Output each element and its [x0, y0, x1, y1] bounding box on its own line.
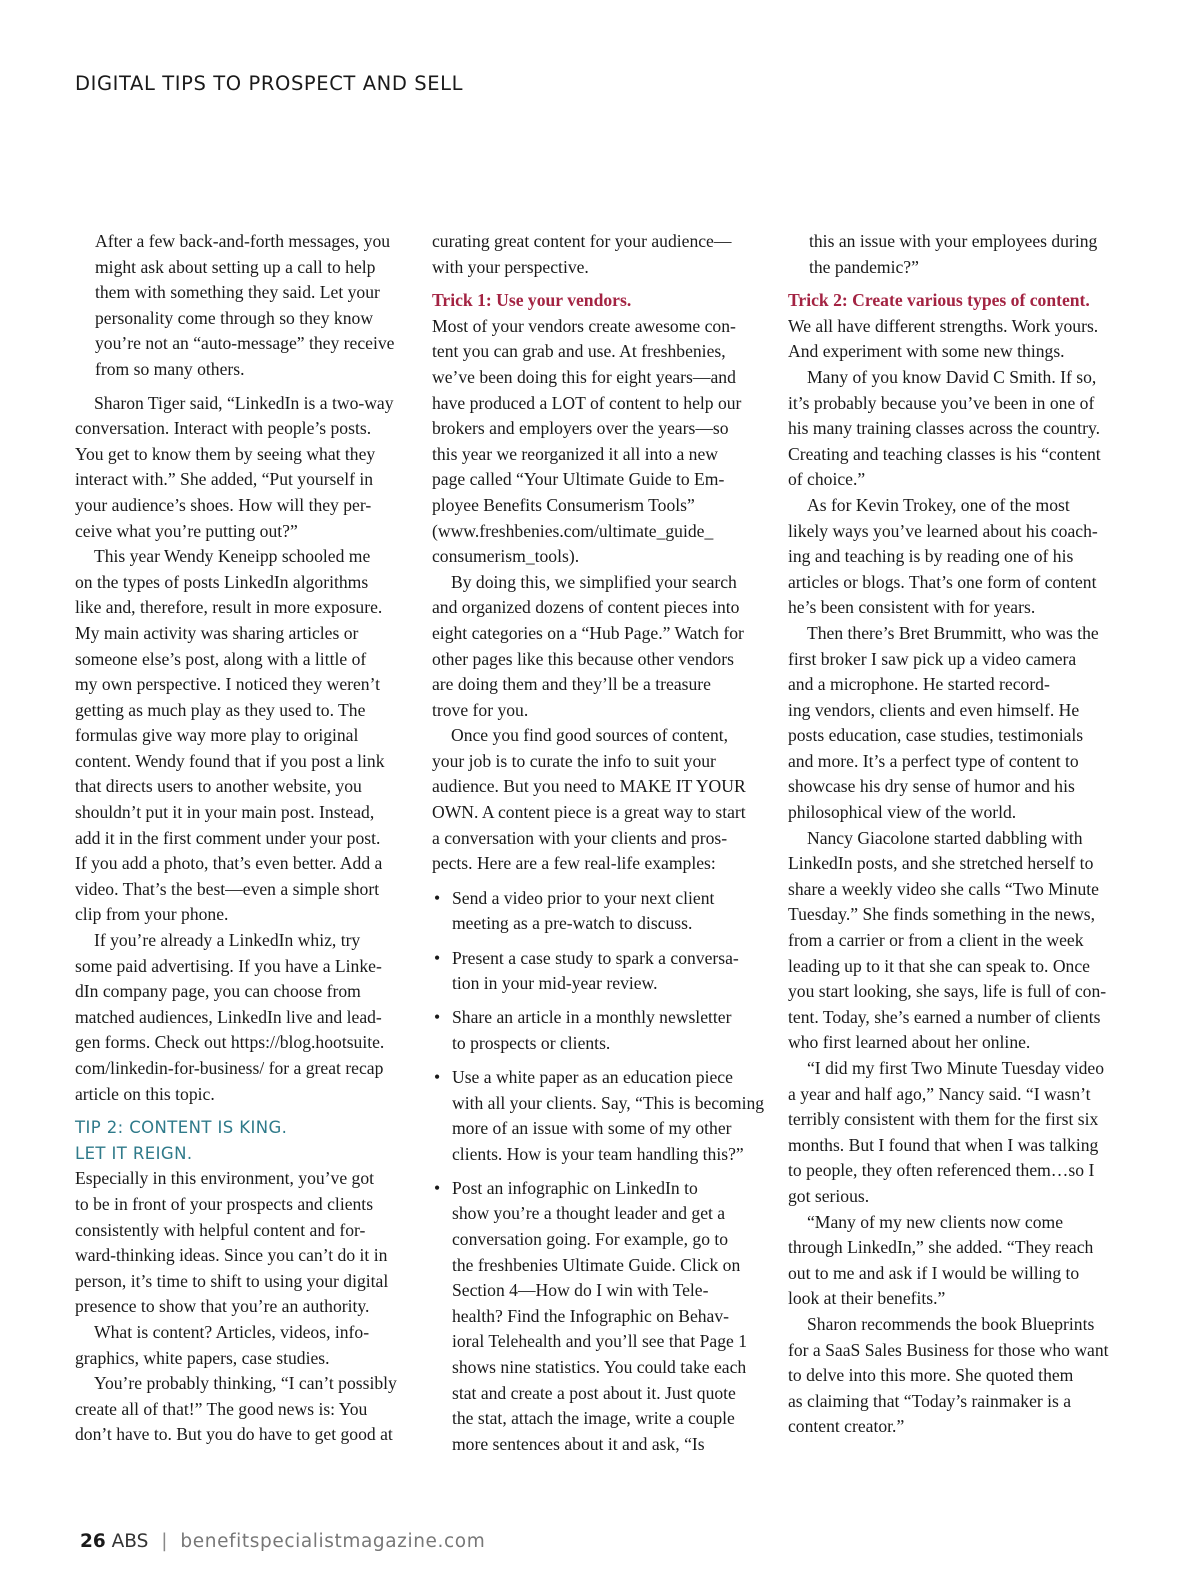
list-item-text: Present a case study to spark a conversa- tion in your mid-year review.	[452, 947, 739, 994]
column-2	[432, 229, 766, 1466]
paragraph-probably-thinking: You’re probably thinking, “I can’t possibly create all of that!” The good news is: You don’t have to. But you do have to get good at	[75, 1373, 397, 1445]
bullet-icon: •	[434, 947, 441, 968]
list-item	[432, 1176, 766, 1458]
section-heading-tip-2: TIP 2: CONTENT IS KING. LET IT REIGN.	[75, 1118, 288, 1163]
paragraph-simplified-search: By doing this, we simplified your search and organized dozens of content pieces into eight categories on a “Hub Page.” Watch for other pages like this because other vendors are doing them and they’ll be a treasure trove for you.	[432, 571, 744, 720]
list-item-text: Share an article in a monthly newsletter to prospects or clients.	[452, 1007, 732, 1053]
list-item-text: Post an infographic on LinkedIn to show you’re a thought leader and get a conversation going. For example, go to the freshbenies Ultimate Guide. Click on Section 4—How do I win with Tele- health? Find the Infographic on Behav- ioral Telehealth and you’ll see that Page 1 shows nine statistics. You could take each stat and create a post about it. Just quote the stat, attach the image, write a couple more sentences about it and ask, “Is	[452, 1177, 747, 1454]
bullet-icon: •	[434, 1007, 441, 1028]
paragraph-strengths: We all have different strengths. Work yours. And experiment with some new things.	[788, 315, 1099, 362]
page-number: 26	[80, 1531, 106, 1552]
list-item	[432, 946, 766, 997]
bullet-icon: •	[434, 1066, 441, 1087]
trick-2-heading: Trick 2: Create various types of content.	[788, 290, 1090, 311]
paragraph-nancy-giacolone: Nancy Giacolone started dabbling with LinkedIn posts, and she stretched herself to share a weekly video she calls “Two Minute Tuesday.” She finds something in the news, from a carrier or from a client in the week leading up to it that she can speak to. Once you start looking, she says, life is full of con- tent. Today, she’s earned a number of clients who first learned about her online.	[788, 827, 1107, 1053]
paragraph-david-smith: Many of you know David C Smith. If so, it’s probably because you’ve been in one of his many training classes across the country. Creating and teaching classes is his “content of choice.”	[788, 366, 1101, 490]
paragraph-paid-advertising: If you’re already a LinkedIn whiz, try some paid advertising. If you have a Linke- dIn company page, you can choose from matched audiences, LinkedIn live and lead- gen forms. Check out https://blog.hootsuite. com/linkedin-for-business/ for a great recap article on this topic.	[75, 930, 385, 1104]
list-item	[432, 1005, 766, 1056]
paragraph-sharon-tiger: Sharon Tiger said, “LinkedIn is a two-way conversation. Interact with people’s posts. You get to know them by seeing what they interact with.” She added, “Put yourself in your audience’s shoes. How will they per- ceive what you’re putting out?”	[75, 392, 394, 541]
running-header: DIGITAL TIPS TO PROSPECT AND SELL	[75, 72, 464, 95]
magazine-url: benefitspecialistmagazine.com	[180, 1531, 486, 1552]
magazine-abbrev: ABS	[111, 1531, 149, 1552]
paragraph-environment: Especially in this environment, you’ve got to be in front of your prospects and clients consistently with helpful content and for- ward-thinking ideas. Since you can’t do it in person, it’s time to shift to using your digital presence to show that you’re an authority.	[75, 1168, 389, 1317]
paragraph-new-clients: “Many of my new clients now come through LinkedIn,” she added. “They reach out to me and ask if I would be willing to look at their benefits.”	[788, 1211, 1094, 1309]
trick-1-heading: Trick 1: Use your vendors.	[432, 290, 632, 311]
list-item-text: Use a white paper as an education piece with all your clients. Say, “This is becoming more of an issue with some of my other clients. How is your team handling this?”	[452, 1066, 765, 1164]
pull-quote: After a few back-and-forth messages, you might ask about setting up a call to help them with something they said. Let your personality come through so they know you’re not an “auto-message” they receive from so many others.	[95, 231, 395, 379]
paragraph-kevin-trokey: As for Kevin Trokey, one of the most likely ways you’ve learned about his coach- ing and teaching is by reading one of his articles or blogs. That’s one form of content he’s been consistent with for years.	[788, 494, 1098, 618]
paragraph-sharon-recommends: Sharon recommends the book Blueprints for a SaaS Sales Business for those who want to delve into this more. She quoted them as claiming that “Today’s rainmaker is a content creator.”	[788, 1313, 1109, 1437]
bullet-icon: •	[434, 1177, 441, 1198]
column-1	[75, 229, 409, 1448]
paragraph-nancy-quote: “I did my first Two Minute Tuesday video a year and half ago,” Nancy said. “I wasn’t terribly consistent with them for the first six months. But I found that when I was talking to people, they often referenced them…so I got serious.	[788, 1058, 1105, 1206]
footer-separator: |	[161, 1531, 168, 1552]
examples-list	[432, 886, 766, 1457]
bullet-icon: •	[434, 887, 441, 908]
paragraph-curate-info: Once you find good sources of content, your job is to curate the info to suit your audience. But you need to MAKE IT YOUR OWN. A content piece is a great way to start a conversation with your clients and pros- pects. Here are a few real-life examples:	[432, 725, 746, 874]
paragraph-bret-brummitt: Then there’s Bret Brummitt, who was the first broker I saw pick up a video camera and a microphone. He started record- ing vendors, clients and even himself. He posts education, case studies, testimonials and more. It’s a perfect type of content to showcase his dry sense of humor and his philosophical view of the world.	[788, 622, 1099, 823]
page-footer	[80, 1531, 485, 1552]
paragraph-what-is-content: What is content? Articles, videos, info- graphics, white papers, case studies.	[75, 1321, 370, 1368]
paragraph-wendy-keneipp: This year Wendy Keneipp schooled me on the types of posts LinkedIn algorithms like and, therefore, result in more exposure. My main activity was sharing articles or someone else’s post, along with a little of my own perspective. I noticed they weren’t getting as much play as they used to. The formulas give way more play to original content. Wendy found that if you post a link that directs users to another website, you shouldn’t put it in your main post. Instead, add it in the first comment under your post. If you add a photo, that’s even better. Add a video. That’s the best—even a simple short clip from your phone.	[75, 546, 385, 925]
quote-continuation: this an issue with your employees during the pandemic?”	[809, 231, 1098, 277]
list-item	[432, 886, 766, 937]
paragraph-vendors: Most of your vendors create awesome con- tent you can grab and use. At freshbenies, we’ve been doing this for eight years—and have produced a LOT of content to help our brokers and employers over the years—so this year we reorganized it all into a new page called “Your Ultimate Guide to Em- ployee Benefits Consumerism Tools” (www.freshbenies.com/ultimate_guide_ consumerism_tools).	[432, 315, 742, 567]
list-item-text: Send a video prior to your next client meeting as a pre-watch to discuss.	[452, 887, 715, 934]
column-3	[788, 229, 1122, 1440]
list-item	[432, 1065, 766, 1167]
paragraph-curating: curating great content for your audience— with your perspective.	[432, 231, 732, 277]
